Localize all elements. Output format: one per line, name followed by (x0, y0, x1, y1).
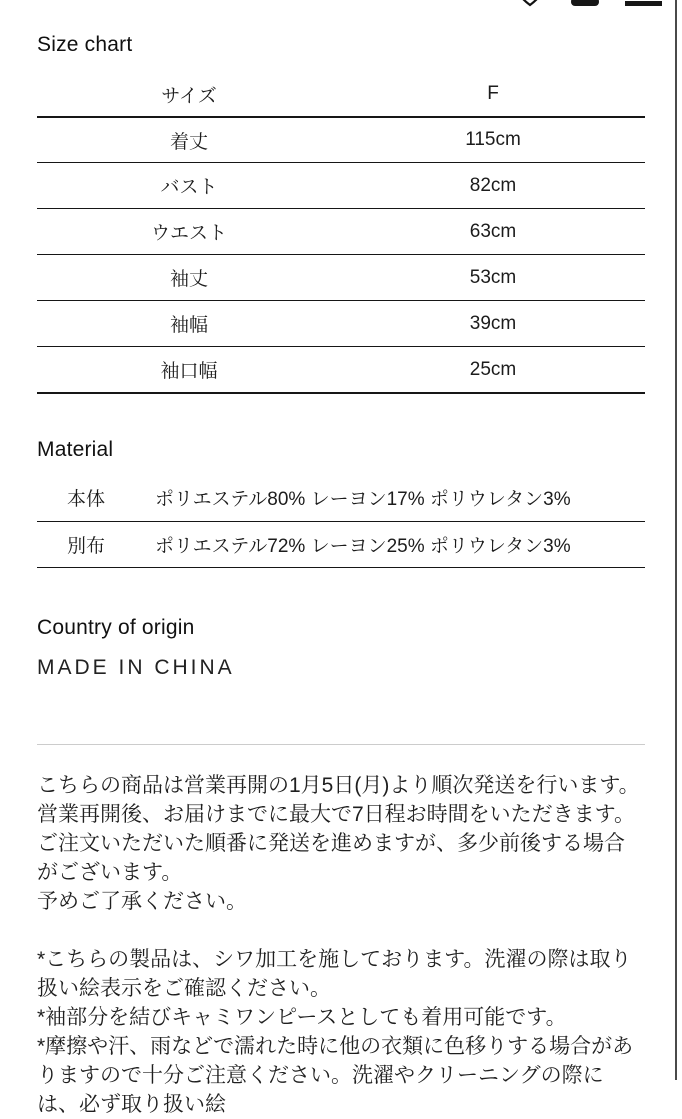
divider (37, 744, 645, 745)
note-line: 営業再開後、お届けまでに最大で7日程お時間をいただきます。 (37, 803, 635, 826)
table-row (37, 162, 645, 208)
size-chart-header-row (37, 72, 645, 116)
material-title: Material (37, 438, 114, 461)
size-chart-header-label: サイズ (161, 85, 217, 107)
note-line: *こちらの製品は、シワ加工を施しております。洗濯の際は取り扱い絵表示をご確認ください。 (37, 948, 632, 1000)
note-line: こちらの商品は営業再開の1月5日(月)より順次発送を行います。 (37, 774, 640, 797)
material-part-label: 本体 (67, 489, 106, 511)
table-row (37, 300, 645, 346)
measure-value: 63cm (469, 220, 517, 242)
topbar (0, 0, 682, 30)
material-table (37, 475, 645, 568)
measure-label: 着丈 (169, 131, 208, 153)
material-composition: ポリエステル80% レーヨン17% ポリウレタン3% (155, 489, 571, 511)
size-chart-title: Size chart (37, 33, 133, 56)
table-row (37, 346, 645, 392)
size-chart-header-value: F (487, 83, 499, 104)
measure-label: 袖丈 (169, 269, 208, 290)
heart-icon[interactable] (513, 0, 547, 13)
material-part-label: 別布 (67, 535, 106, 557)
scrollbar[interactable] (675, 0, 677, 1080)
bag-icon[interactable] (566, 0, 604, 13)
note-line: *袖部分を結びキャミワンピースとしても着用可能です。 (37, 1006, 567, 1029)
menu-icon[interactable] (625, 0, 662, 11)
measure-label: バスト (160, 177, 218, 198)
care-notes (37, 945, 645, 1119)
measure-value: 25cm (469, 358, 517, 380)
note-line: ご注文いただいた順番に発送を進めますが、多少前後する場合がございます。 (37, 832, 625, 884)
note-line: *摩擦や汗、雨などで濡れた時に他の衣類に色移りする場合がありますので十分ご注意ください。洗濯やクリーニングの際には、必ず取り扱い絵 (37, 1035, 634, 1116)
measure-value: 53cm (469, 266, 517, 288)
shipping-notes (37, 771, 645, 916)
measure-label: 袖幅 (169, 315, 208, 336)
size-chart-table (37, 72, 645, 394)
note-line: 予めご了承ください。 (37, 890, 247, 913)
measure-label: 袖口幅 (160, 361, 218, 382)
measure-value: 39cm (469, 312, 517, 334)
table-row (37, 116, 645, 162)
table-row (37, 522, 645, 569)
material-composition: ポリエステル72% レーヨン25% ポリウレタン3% (155, 535, 571, 557)
measure-value: 82cm (469, 174, 517, 196)
origin-title: Country of origin (37, 616, 195, 639)
measure-label: ウエスト (150, 223, 227, 244)
origin-value: MADE IN CHINA (37, 656, 235, 679)
measure-value: 115cm (465, 129, 521, 150)
table-row (37, 254, 645, 300)
notes-section (37, 771, 645, 1119)
table-row (37, 208, 645, 254)
table-row (37, 475, 645, 522)
